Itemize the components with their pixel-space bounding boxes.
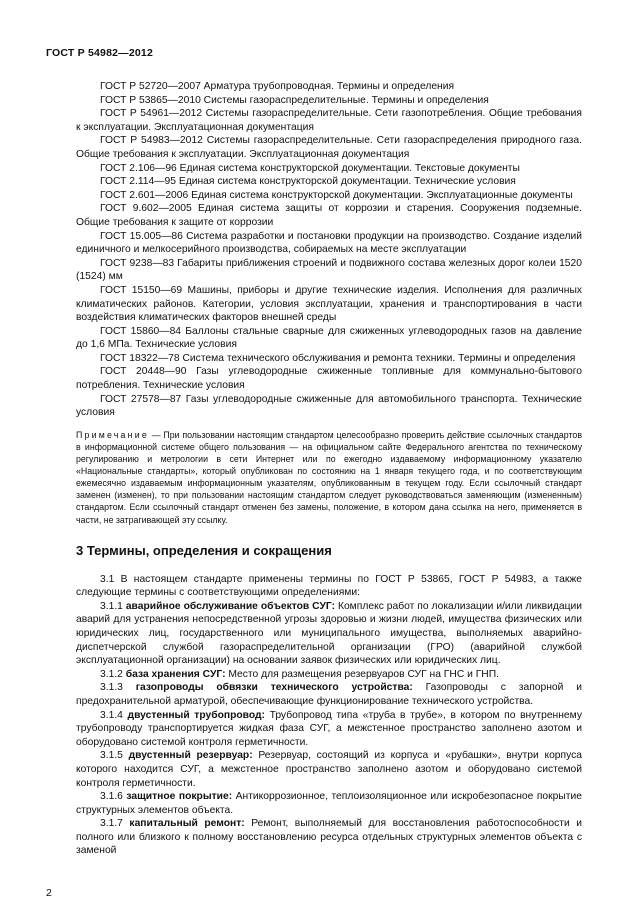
term-name: двустенный трубопровод: (127, 709, 265, 721)
term-definition: Газопроводы с запорной и предохранительной арматурой, обеспечивающие функционирование технического устройства. (76, 682, 583, 707)
note-paragraph (76, 429, 582, 526)
term-definition: Комплекс работ по локализации и/или ликвидации аварий для устранения непосредственной угрозы здоровью и жизни людей, имущества физических или юридических лиц, государственного или муниципального имущества, выполняемых аварийно-диспетчерской службой газораспределительной организации (ГРО) (аварийной службой эксплуатационной организации) на основании заявок физических или юридических лиц. (76, 600, 582, 667)
term-name: газопроводы обвязки технического устройства: (135, 682, 413, 694)
reference-item: ГОСТ 9238—83 Габариты приближения строений и подвижного состава железных дорог колеи 1520 (1524) мм (76, 257, 582, 283)
term-name: аварийное обслуживание объектов СУГ: (125, 600, 336, 612)
section-heading: 3 Термины, определения и сокращения (76, 542, 332, 558)
reference-item: ГОСТ 15860—84 Баллоны стальные сварные для сжиженных углеводородных газов на давление до 1,6 МПа. Технические условия (76, 325, 582, 351)
term-number: 3.1.3 (100, 682, 136, 694)
term-entry (76, 600, 582, 668)
term-definition: Антикоррозионное, теплоизоляционное или искробезопасное покрытие структурных элементов объекта. (76, 791, 582, 816)
term-number: 3.1.4 (100, 709, 128, 721)
reference-item: ГОСТ Р 54983—2012 Системы газораспределительные. Сети газораспределения природного газа. Общие требования к эксплуатации. Эксплуатационная документация (76, 135, 582, 160)
reference-item: ГОСТ 15.005—86 Система разработки и постановки продукции на производство. Создание изделий единичного и мелкосерийного производства, собираемых на месте эксплуатации (76, 230, 582, 256)
reference-item: ГОСТ 15150—69 Машины, приборы и другие технические изделия. Исполнения для различных климатических районов. Категории, условия эксплуатации, хранения и транспортирования в части воздействия климатических факторов внешней среды (76, 284, 582, 324)
term-number: 3.1.6 (100, 791, 127, 803)
term-name: капитальный ремонт: (129, 818, 245, 830)
reference-item: ГОСТ Р 53865—2010 Системы газораспределительные. Термины и определения (100, 94, 489, 106)
reference-item: ГОСТ Р 54961—2012 Системы газораспределительные. Сети газопотребления. Общие требования к эксплуатации. Эксплуатационная документация (76, 108, 582, 133)
term-entry (76, 749, 582, 790)
reference-item: ГОСТ 9.602—2005 Единая система защиты от коррозии и старения. Сооружения подземные. Общие требования к защите от коррозии (76, 203, 582, 228)
term-entry (76, 790, 582, 817)
term-entry (76, 681, 582, 708)
term-entry (76, 817, 582, 858)
term-number: 3.1.1 (100, 600, 126, 612)
term-definition: Трубопровод типа «труба в трубе», в котором по внутреннему трубопроводу транспортируется жидкая фаза СУГ, а межстенное пространство заполнено азотом и оборудовано системой контроля герметичности. (76, 709, 583, 748)
page-content (76, 80, 582, 858)
reference-item: ГОСТ 2.114—95 Единая система конструкторской документации. Технические условия (100, 176, 516, 188)
term-definition: Место для размещения резервуаров СУГ на ГНС и ГНП. (225, 668, 500, 680)
term-entry (76, 668, 582, 682)
reference-item: ГОСТ 18322—78 Система технического обслуживания и ремонта техники. Термины и определения (100, 352, 576, 364)
term-number: 3.1.7 (100, 818, 130, 830)
reference-item: ГОСТ 20448—90 Газы углеводородные сжиженные топливные для коммунально-бытового потребления. Технические условия (76, 366, 582, 392)
term-name: двустенный резервуар: (128, 750, 253, 762)
reference-item: ГОСТ Р 52720—2007 Арматура трубопроводная. Термины и определения (100, 81, 455, 92)
page-header-doc-code: ГОСТ Р 54982—2012 (46, 47, 154, 59)
term-number: 3.1.2 (100, 668, 126, 680)
reference-item: ГОСТ 2.601—2006 Единая система конструкторской документации. Эксплуатационные документы (100, 189, 573, 201)
page-number: 2 (46, 887, 52, 899)
term-number: 3.1.5 (100, 750, 129, 762)
reference-item: ГОСТ 27578—87 Газы углеводородные сжиженные для автомобильного транспорта. Технические условия (76, 393, 582, 419)
section-intro: 3.1 В настоящем стандарте применены термины по ГОСТ Р 53865, ГОСТ Р 54983, а также следующие термины с соответствующими определениями: (76, 573, 582, 599)
term-definition: Ремонт, выполняемый для восстановления работоспособности и полного или близкого к полному восстановлению ресурса отдельных структурных элементов объекта с заменой (76, 818, 583, 857)
term-name: защитное покрытие: (126, 791, 233, 803)
reference-item: ГОСТ 2.106—96 Единая система конструкторской документации. Текстовые документы (100, 162, 520, 174)
note-text: — При пользовании настоящим стандартом целесообразно проверить действие ссылочных стандартов в информационной системе общего пользования — на официальном сайте Федерального агентства по техническому регулированию и метрологии в сети Интернет или по ежегодно издаваемому информационному указателю «Национальные стандарты», который опубликован по состоянию на 1 января текущего года, и по соответствующим ежемесячно издаваемым информационным указателям, опубликованным в текущем году. Если ссылочный стандарт заменен (изменен), то при пользовании настоящим стандартом следует руководствоваться заменяющим (измененным) стандартом. Если ссылочный стандарт отменен без замены, положение, в котором дана ссылка на него, применяется в части, не затрагивающей эту ссылку. (76, 429, 582, 525)
note-label: Примечание (76, 429, 149, 440)
term-name: база хранения СУГ: (125, 668, 226, 680)
term-entry (76, 709, 582, 750)
normative-references-list (76, 80, 582, 420)
term-definition: Резервуар, состоящий из корпуса и «рубашки», внутри корпуса которого находится СУГ, а межстенное пространство заполнено азотом и оборудовано системой контроля герметичности. (76, 750, 583, 789)
